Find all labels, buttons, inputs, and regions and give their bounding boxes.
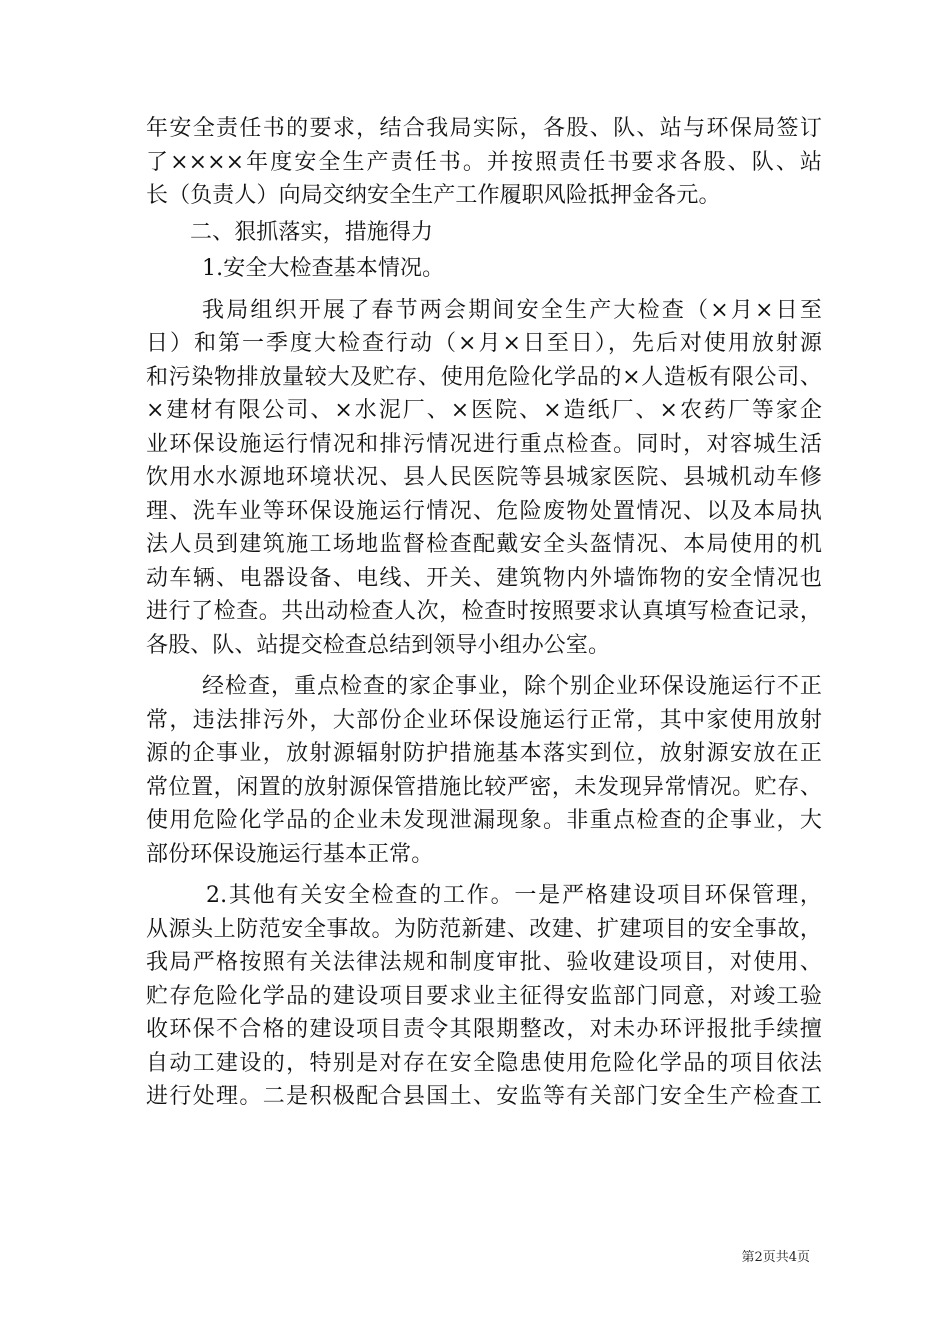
text-line: 饮用水水源地环境状况、县人民医院等县城家医院、县城机动车修	[146, 465, 822, 490]
paragraph-first-line: 我局组织开展了春节两会期间安全生产大检查（×月×日至	[202, 297, 822, 323]
text-line: 从源头上防范安全事故。为防范新建、改建、扩建项目的安全事故，	[146, 916, 822, 942]
text-line: 进行处理。二是积极配合县国土、安监等有关部门安全生产检查工	[146, 1084, 822, 1109]
text-line: 了××××年度安全生产责任书。并按照责任书要求各股、队、站	[146, 149, 822, 175]
text-line: 使用危险化学品的企业未发现泄漏现象。非重点检查的企事业，大	[146, 808, 822, 833]
text-line: 和污染物排放量较大及贮存、使用危险化学品的×人造板有限公司、	[146, 364, 822, 390]
text-line: 日）和第一季度大检查行动（×月×日至日），先后对使用放射源	[146, 331, 822, 356]
text-line: 进行了检查。共出动检查人次，检查时按照要求认真填写检查记录，	[146, 599, 822, 624]
text-line: ×建材有限公司、×水泥厂、×医院、×造纸厂、×农药厂等家企	[146, 398, 822, 423]
text-line: 常，违法排污外，大部份企业环保设施运行正常，其中家使用放射	[146, 707, 822, 733]
text-line: 各股、队、站提交检查总结到领导小组办公室。	[146, 632, 611, 658]
text-line: 部份环保设施运行基本正常。	[146, 841, 434, 867]
text-line: 理、洗车业等环保设施运行情况、危险废物处置情况、以及本局执	[146, 498, 822, 524]
text-line: 收环保不合格的建设项目责令其限期整改，对未办环评报批手续擅	[146, 1017, 822, 1042]
text-line: 常位置，闲置的放射源保管措施比较严密，未发现异常情况。贮存、	[146, 774, 822, 800]
text-line: 源的企事业，放射源辐射防护措施基本落实到位，放射源安放在正	[146, 741, 822, 766]
paragraph-first-line: 经检查，重点检查的家企事业，除个别企业环保设施运行不正	[202, 674, 822, 699]
text-line: 我局严格按照有关法律法规和制度审批、验收建设项目，对使用、	[146, 950, 822, 975]
text-line: 动车辆、电器设备、电线、开关、建筑物内外墙饰物的安全情况也	[146, 565, 822, 591]
paragraph-first-line: 2.其他有关安全检查的工作。一是严格建设项目环保管理，	[206, 883, 822, 908]
text-line: 自动工建设的，特别是对存在安全隐患使用危险化学品的项目依法	[146, 1050, 822, 1076]
text-line: 法人员到建筑施工场地监督检查配戴安全头盔情况、本局使用的机	[146, 532, 822, 557]
subsection-heading: 1.安全大检查基本情况。	[202, 256, 445, 281]
page-number: 第2页共4页	[741, 1250, 810, 1265]
text-line: 长（负责人）向局交纳安全生产工作履职风险抵押金各元。	[146, 183, 721, 208]
document-body	[146, 112, 822, 1114]
text-line: 贮存危险化学品的建设项目要求业主征得安监部门同意，对竣工验	[146, 983, 822, 1009]
text-line: 年安全责任书的要求，结合我局实际，各股、队、站与环保局签订	[146, 116, 822, 141]
section-heading: 二、狠抓落实，措施得力	[190, 219, 434, 245]
text-line: 业环保设施运行情况和排污情况进行重点检查。同时，对容城生活	[146, 431, 822, 457]
